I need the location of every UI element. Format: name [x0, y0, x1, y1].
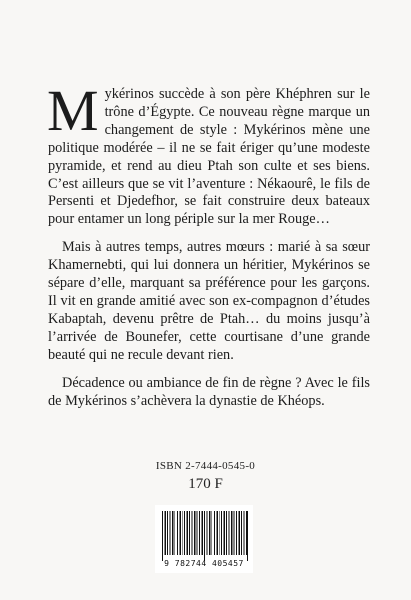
price-label: 170 F	[188, 476, 223, 492]
blurb-paragraph-1	[47, 78, 370, 229]
drop-cap: M	[47, 78, 99, 143]
isbn-label: ISBN 2-7444-0545-0	[155, 460, 256, 472]
barcode-guard-center	[204, 511, 205, 561]
barcode-guard-left	[162, 511, 163, 561]
blurb	[47, 78, 370, 420]
barcode-digits: 9 782744 405457	[164, 559, 244, 568]
barcode-guard-right	[247, 511, 248, 561]
blurb-paragraph-3: Décadence ou ambiance de fin de règne ? Avec le fils de Mykérinos s’achèvera la dynastie de Khéops.	[48, 374, 370, 409]
barcode-bars	[162, 511, 248, 555]
paragraph-1-text: ykérinos succède à son père Khéphren sur le trône d’Égypte. Ce nouveau règne marque un changement de style : Mykérinos mène une politique modérée – il ne se fait ériger qu’une modeste pyramide, et rend au dieu Ptah son culte et ses biens. C’est ailleurs que se vit l’aventure : Nékaourê, le fils de Persenti et Djedefhor, se fait construire deux bateaux pour entamer un long périple sur la mer Rouge…	[48, 86, 370, 228]
blurb-paragraph-2: Mais à autres temps, autres mœurs : marié à sa sœur Khamernebti, qui lui donnera un héritier, Mykérinos se sépare d’elle, marquant sa préférence pour les garçons. Il vit en grande amitié avec son ex-compagnon d’études Kabaptah, devenu prêtre de Ptah… du moins jusqu’à l’arrivée de Bounefer, cette courtisane d’une grande beauté qui ne recule devant rien.	[48, 239, 370, 363]
barcode	[155, 505, 253, 573]
